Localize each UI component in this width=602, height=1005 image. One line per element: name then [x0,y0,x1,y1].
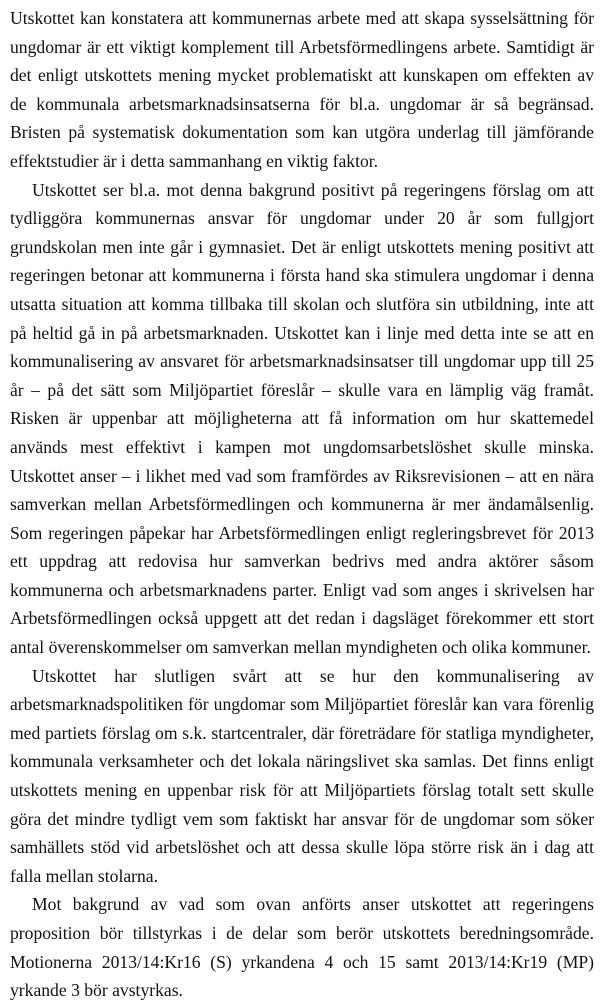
paragraph-3: Utskottet har slutligen svårt att se hur den kommunalisering av arbetsmarknadspolitiken för ungdomar som Miljöpartiet föreslår kan vara förenlig med partiets förslag om s.k. startcentraler, där företrädare för statliga myndigheter, kommunala verksamheter och det lokala näringslivet ska samlas. Det finns enligt utskottets mening en uppenbar risk för att Miljöpartiets förslag totalt sett skulle göra det mindre tydligt vem som faktiskt har ansvar för de ungdomar som söker samhällets stöd vid arbetslöshet och att dessa skulle löpa större risk än i dag att falla mellan stolarna. [10,665,594,886]
paragraph-2: Utskottet ser bl.a. mot denna bakgrund positivt på regeringens förslag om att tydliggöra kommunernas ansvar för ungdomar under 20 år som fullgjort grundskolan men inte går i gymnasiet. Det är enligt utskottets mening positivt att regeringen betonar att kommunerna i första hand ska stimulera ungdomar i denna utsatta situation att komma tillbaka till skolan och slutföra sin utbildning, inte att på heltid gå in på arbetsmarknaden. Utskottet kan i linje med detta inte se att en kommunalisering av ansvaret för arbetsmarknadsinsatser till ungdomar upp till 25 år – på det sätt som Miljöpartiet föreslår – skulle vara en lämplig väg framåt. Risken är uppenbar att möjligheterna att få information om hur skattemedel används mest effektivt i kampen mot ungdomsarbetslöshet skulle minska. Utskottet anser – i likhet med vad som framfördes av Riksrevisionen – att en nära samverkan mellan Arbetsförmedlingen och kommunerna är mer ändamålsenlig. Som regeringen påpekar har Arbetsförmedlingen enligt regleringsbrevet för 2013 ett uppdrag att redovisa hur samverkan bedrivs med andra aktörer såsom kommunerna och arbetsmarknadens parter. Enligt vad som anges i skrivelsen har Arbetsförmedlingen också uppgett att det redan i dagsläget förekommer ett stort antal överenskommelser om samverkan mellan myndigheten och olika kommuner. [10,179,594,658]
paragraph-1: Utskottet kan konstatera att kommunernas arbete med att skapa sysselsättning för ungdomar är ett viktigt komplement till Arbetsförmedlingens arbete. Samtidigt är det enligt utskottets mening mycket problematiskt att kunskapen om effekten av de kommunala arbetsmarknadsinsatserna för bl.a. ungdomar är så begränsad. Bristen på systematisk dokumentation som kan utgöra underlag till jämförande effektstudier är i detta sammanhang en viktig faktor. [10,8,594,171]
paragraph-4: Mot bakgrund av vad som ovan anförts anser utskottet att regeringens proposition bör tillstyrkas i de delar som berör utskottets beredningsområde. Motionerna 2013/14:Kr16 (S) yrkandena 4 och 15 samt 2013/14:Kr19 (MP) yrkande 3 bör avstyrkas. [10,894,594,1001]
